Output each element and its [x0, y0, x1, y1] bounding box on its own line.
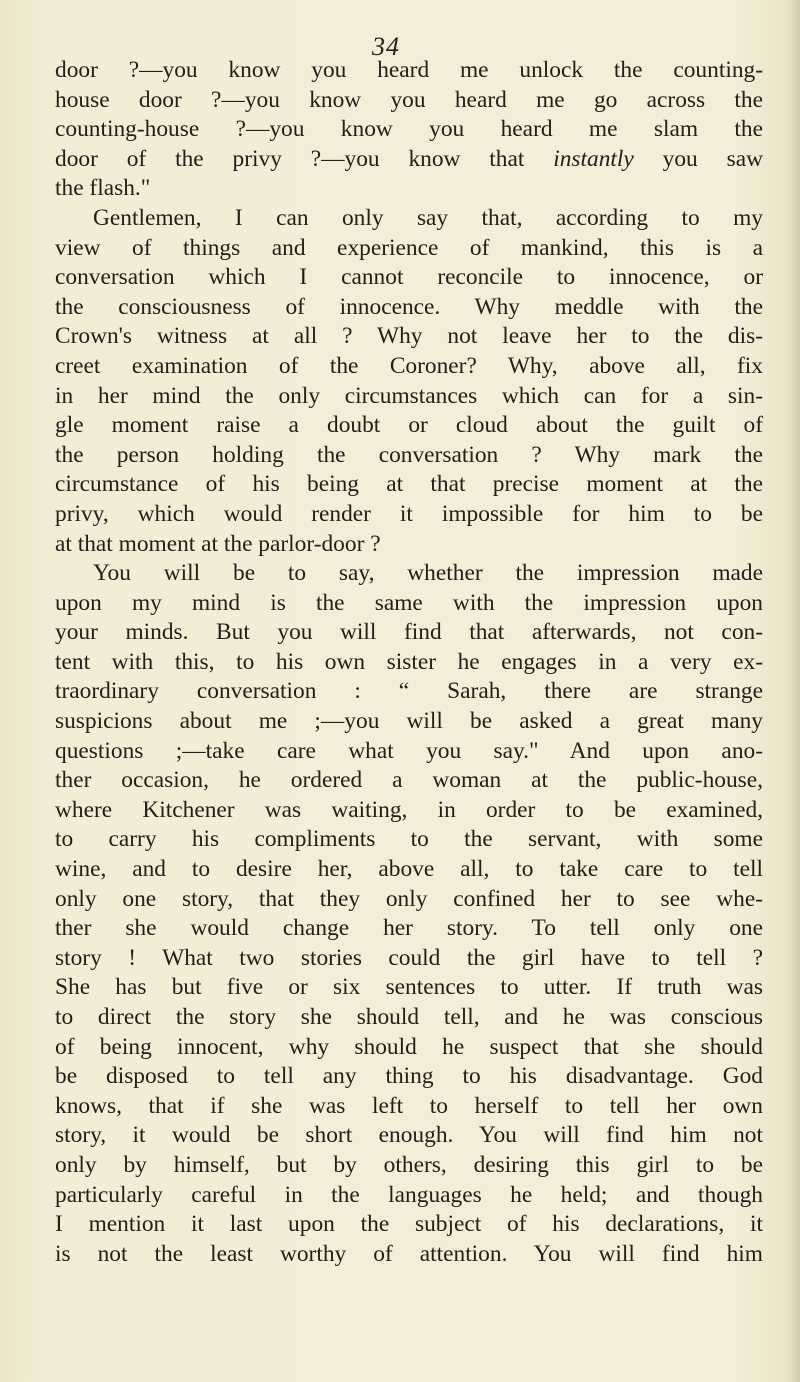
text-line: She has but five or six sentences to utter. If truth was	[55, 974, 763, 1001]
text-line: door ?—you know you heard me unlock the counting-	[55, 57, 763, 83]
text-line: is not the least worthy of attention. You will find him	[55, 1240, 763, 1267]
text-line: where Kitchener was waiting, in order to be examined,	[55, 796, 763, 823]
text-line: privy, which would render it impossible for him to be	[55, 500, 763, 527]
text-line: your minds. But you will find that afterwards, not con-	[55, 619, 763, 646]
page-edge-shadow	[786, 0, 800, 1382]
text-line: only one story, that they only confined her to see whe-	[55, 885, 763, 912]
paragraph-first-line: Gentlemen, I can only say that, according to my	[93, 204, 763, 231]
text-line: traordinary conversation : “ Sarah, there are strange	[55, 678, 763, 705]
text-line: the person holding the conversation ? Why mark the	[55, 441, 763, 468]
text-line: to carry his compliments to the servant, with some	[55, 826, 763, 853]
text-line: knows, that if she was left to herself to tell her own	[55, 1092, 763, 1119]
text-line: questions ;—take care what you say." And upon ano-	[55, 737, 763, 764]
text-line	[55, 145, 763, 175]
body-text	[55, 56, 763, 1269]
text-line: tent with this, to his own sister he engages in a very ex-	[55, 648, 763, 675]
text-line: circumstance of his being at that precise moment at the	[55, 471, 763, 498]
text-line: suspicions about me ;—you will be asked a great many	[55, 708, 763, 735]
text-line: in her mind the only circumstances which can for a sin-	[55, 382, 763, 409]
text-line: at that moment at the parlor-door ?	[55, 530, 381, 557]
text-line: house door ?—you know you heard me go across the	[55, 86, 763, 113]
paragraph-first-line: You will be to say, whether the impression made	[93, 560, 763, 587]
text-line: wine, and to desire her, above all, to take care to tell	[55, 856, 763, 883]
text-run: you saw	[633, 145, 763, 172]
emphasized-word: instantly	[553, 145, 634, 172]
text-line: I mention it last upon the subject of his declarations, it	[55, 1211, 763, 1238]
text-line: story, it would be short enough. You will find him not	[55, 1122, 763, 1149]
text-line: ther occasion, he ordered a woman at the public-house,	[55, 767, 763, 794]
text-line: the flash."	[55, 175, 151, 202]
text-line: counting-house ?—you know you heard me slam the	[55, 116, 763, 143]
text-line: ther she would change her story. To tell only one	[55, 915, 763, 942]
text-run: door of the privy ?—you know that	[55, 145, 554, 172]
text-line: be disposed to tell any thing to his disadvantage. God	[55, 1063, 763, 1090]
text-line: gle moment raise a doubt or cloud about the guilt of	[55, 412, 763, 439]
text-line: upon my mind is the same with the impression upon	[55, 589, 763, 616]
text-line: only by himself, but by others, desiring this girl to be	[55, 1151, 763, 1178]
text-line: story ! What two stories could the girl have to tell ?	[55, 944, 763, 971]
text-line: particularly careful in the languages he held; and though	[55, 1181, 763, 1208]
page-number: 34	[372, 32, 400, 61]
text-line: creet examination of the Coroner? Why, above all, fix	[55, 352, 763, 379]
text-line: to direct the story she should tell, and he was conscious	[55, 1004, 763, 1030]
text-line: the consciousness of innocence. Why meddle with the	[55, 293, 763, 320]
text-line: conversation which I cannot reconcile to innocence, or	[55, 264, 763, 291]
text-line: view of things and experience of mankind, this is a	[55, 234, 763, 261]
text-line: Crown's witness at all ? Why not leave her to the dis-	[55, 323, 763, 350]
text-line: of being innocent, why should he suspect that she should	[55, 1033, 763, 1060]
